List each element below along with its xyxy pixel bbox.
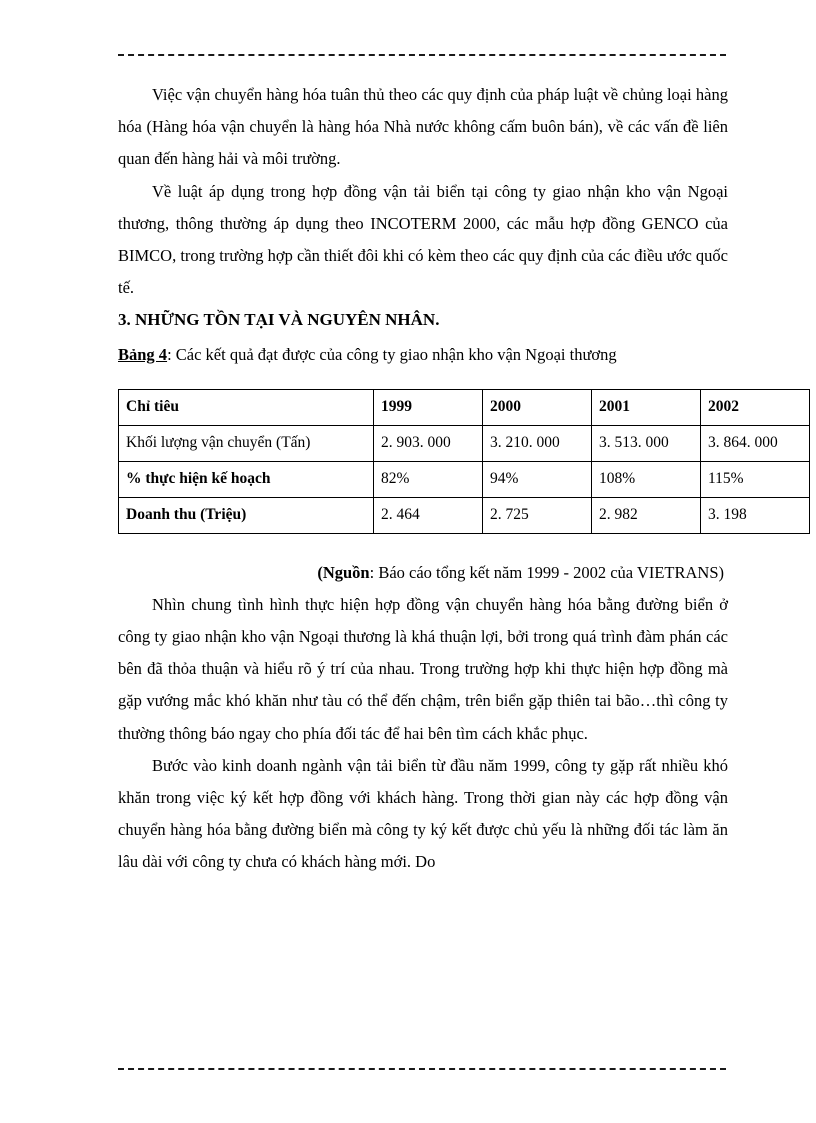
paragraph-3: Nhìn chung tình hình thực hiện hợp đồng vận chuyển hàng hóa bằng đường biển ở công ty giao nhận kho vận Ngoại thương là khá thuận lợi, bởi trong quá trình đàm phán các bên đã thỏa thuận và hiểu rõ ý trí của nhau. Trong trường hợp khi thực hiện hợp đồng mà gặp vướng mắc khó khăn như tàu có thể đến chậm, trên biển gặp thiên tai bão…thì công ty thường thông báo ngay cho phía đối tác để hai bên tìm cách khắc phục. <box>118 594 728 743</box>
table-cell: 3. 210. 000 <box>483 425 592 461</box>
section-heading: 3. NHỮNG TỒN TẠI VÀ NGUYÊN NHÂN. <box>118 310 440 330</box>
table-cell: 3. 513. 000 <box>592 425 701 461</box>
table-header-row <box>119 389 810 425</box>
table-header-cell: 2001 <box>592 389 701 425</box>
spacer <box>118 57 728 79</box>
table-cell: 115% <box>701 461 810 497</box>
source-text: : Báo cáo tổng kết năm 1999 - 2002 của VIETRANS) <box>369 562 724 582</box>
table-cell: 108% <box>592 461 701 497</box>
source-label: (Nguồn <box>317 562 370 582</box>
table-cell: 94% <box>483 461 592 497</box>
bottom-divider <box>118 1068 726 1071</box>
table-cell: % thực hiện kế hoạch <box>119 461 374 497</box>
table-cell: 82% <box>374 461 483 497</box>
table-header-cell: Chỉ tiêu <box>119 389 374 425</box>
paragraph-1: Việc vận chuyển hàng hóa tuân thủ theo các quy định của pháp luật về chủng loại hàng hóa (Hàng hóa vận chuyển là hàng hóa Nhà nước không cấm buôn bán), về các vấn đề liên quan đến hàng hải và môi trường. <box>118 85 728 169</box>
table-caption <box>118 337 728 373</box>
results-table <box>118 389 810 534</box>
page-content <box>118 40 778 878</box>
table-cell: 3. 864. 000 <box>701 425 810 461</box>
paragraph-2: Về luật áp dụng trong hợp đồng vận tải biển tại công ty giao nhận kho vận Ngoại thương, thông thường áp dụng theo INCOTERM 2000, các mẫu hợp đồng GENCO của BIMCO, trong trường hợp cần thiết đôi khi có kèm theo các quy định của các điều ước quốc tế. <box>118 181 728 298</box>
table-caption-label: Bảng 4 <box>118 344 168 364</box>
table-row <box>119 497 810 533</box>
table-header-cell: 1999 <box>374 389 483 425</box>
table-row <box>119 461 810 497</box>
table-cell: 2. 982 <box>592 497 701 533</box>
paragraph-4: Bước vào kinh doanh ngành vận tải biển từ đầu năm 1999, công ty gặp rất nhiều khó khăn trong việc ký kết hợp đồng với khách hàng. Trong thời gian này các hợp đồng vận chuyển hàng hóa bằng đường biển mà công ty ký kết được chủ yếu là những đối tác làm ăn lâu dài với công ty chưa có khách hàng mới. Do <box>118 755 728 872</box>
spacer <box>118 534 728 556</box>
table-cell: 2. 725 <box>483 497 592 533</box>
table-cell: Khối lượng vận chuyển (Tấn) <box>119 425 374 461</box>
table-cell: Doanh thu (Triệu) <box>119 497 374 533</box>
table-header-cell: 2000 <box>483 389 592 425</box>
table-cell: 3. 198 <box>701 497 810 533</box>
table-row <box>119 425 810 461</box>
table-caption-text: : Các kết quả đạt được của công ty giao nhận kho vận Ngoại thương <box>167 344 617 364</box>
table-cell: 2. 464 <box>374 497 483 533</box>
table-cell: 2. 903. 000 <box>374 425 483 461</box>
table-source <box>118 556 728 589</box>
table-header-cell: 2002 <box>701 389 810 425</box>
